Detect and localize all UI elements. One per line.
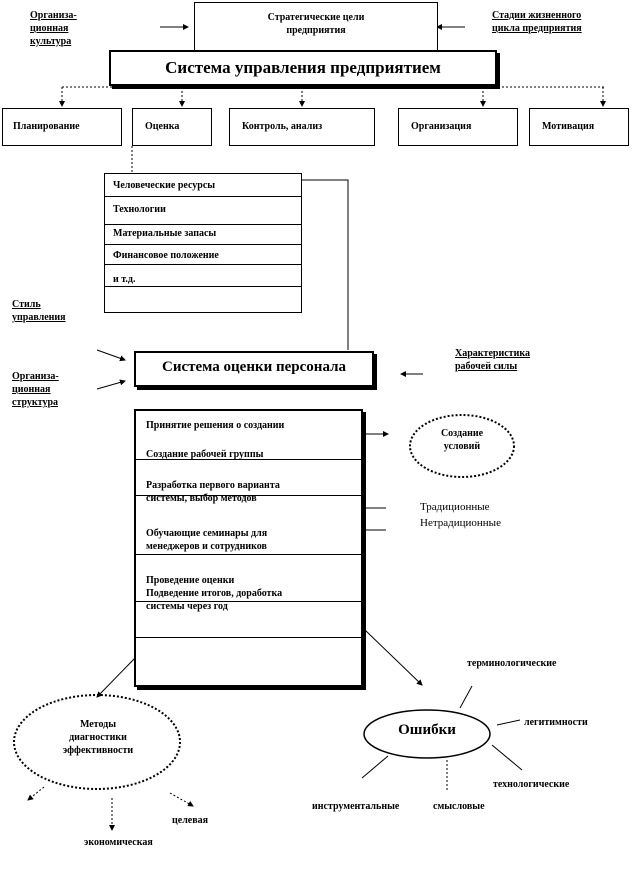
step-item bbox=[146, 527, 267, 553]
step-item: Создание рабочей группы bbox=[146, 449, 264, 460]
steps-box bbox=[134, 409, 363, 687]
resource-item: Технологии bbox=[113, 204, 166, 215]
instrumental-label: инструментальные bbox=[312, 801, 400, 812]
efficiency-title bbox=[50, 718, 146, 757]
multiline-text: Разработка первого варианта системы, выбор методов bbox=[146, 480, 280, 504]
multiline-text: Создание условий bbox=[440, 428, 484, 452]
legitimacy-label: легитимности bbox=[524, 717, 588, 728]
workforce-label bbox=[455, 347, 530, 373]
lifecycle-label bbox=[492, 9, 582, 35]
multiline-text: Организа- ционная структура bbox=[12, 371, 59, 408]
function-organization-box bbox=[398, 108, 518, 146]
step-item: Принятие решения о создании bbox=[146, 420, 285, 431]
nontraditional-label: Нетрадиционные bbox=[420, 517, 501, 529]
conditions-label bbox=[420, 427, 504, 453]
org-structure-label bbox=[12, 370, 59, 409]
resource-item: Человеческие ресурсы bbox=[113, 180, 216, 191]
targeted-label: целевая bbox=[172, 815, 209, 826]
strategic-goals-box bbox=[194, 2, 438, 50]
multiline-text: Характеристика рабочей силы bbox=[455, 348, 530, 372]
personnel-system-title: Система оценки персонала bbox=[162, 359, 346, 375]
multiline-text: Обучающие семинары для менеджеров и сотрудников bbox=[146, 528, 268, 552]
function-evaluation-label: Оценка bbox=[145, 121, 180, 132]
multiline-text: Организа- ционная культура bbox=[30, 10, 77, 47]
multiline-text: Стиль управления bbox=[12, 299, 66, 323]
resources-box bbox=[104, 173, 302, 313]
resource-item: Финансовое положение bbox=[113, 250, 219, 261]
function-motivation-box bbox=[529, 108, 629, 146]
strategic-goals-text bbox=[195, 11, 437, 37]
function-planning-box bbox=[2, 108, 122, 146]
semantic-label: смысловые bbox=[433, 801, 485, 812]
function-planning-label: Планирование bbox=[13, 121, 80, 132]
main-system-box bbox=[109, 50, 497, 86]
multiline-text: Методы диагностики эффективности bbox=[62, 719, 134, 756]
step-item bbox=[146, 479, 280, 505]
multiline-text: Проведение оценки Подведение итогов, доработка системы через год bbox=[146, 575, 283, 612]
function-motivation-label: Мотивация bbox=[542, 121, 595, 132]
terminological-label: терминологические bbox=[467, 658, 557, 669]
personnel-system-box bbox=[134, 351, 374, 387]
multiline-text: Стратегические цели предприятия bbox=[267, 12, 365, 36]
main-system-title: Система управления предприятием bbox=[165, 58, 441, 77]
step-item bbox=[146, 574, 282, 613]
economic-label: экономическая bbox=[84, 837, 153, 848]
function-evaluation-box bbox=[132, 108, 212, 146]
management-style-label bbox=[12, 298, 66, 324]
resource-item: и т.д. bbox=[113, 274, 136, 285]
multiline-text: Стадии жизненного цикла предприятия bbox=[492, 10, 582, 34]
errors-title: Ошибки bbox=[398, 722, 456, 738]
traditional-label: Традиционные bbox=[420, 501, 490, 513]
org-culture-label bbox=[30, 9, 77, 48]
technological-label: технологические bbox=[493, 779, 570, 790]
function-organization-label: Организация bbox=[411, 121, 472, 132]
function-control-box bbox=[229, 108, 375, 146]
resource-item: Материальные запасы bbox=[113, 228, 217, 239]
function-control-label: Контроль, анализ bbox=[242, 121, 323, 132]
